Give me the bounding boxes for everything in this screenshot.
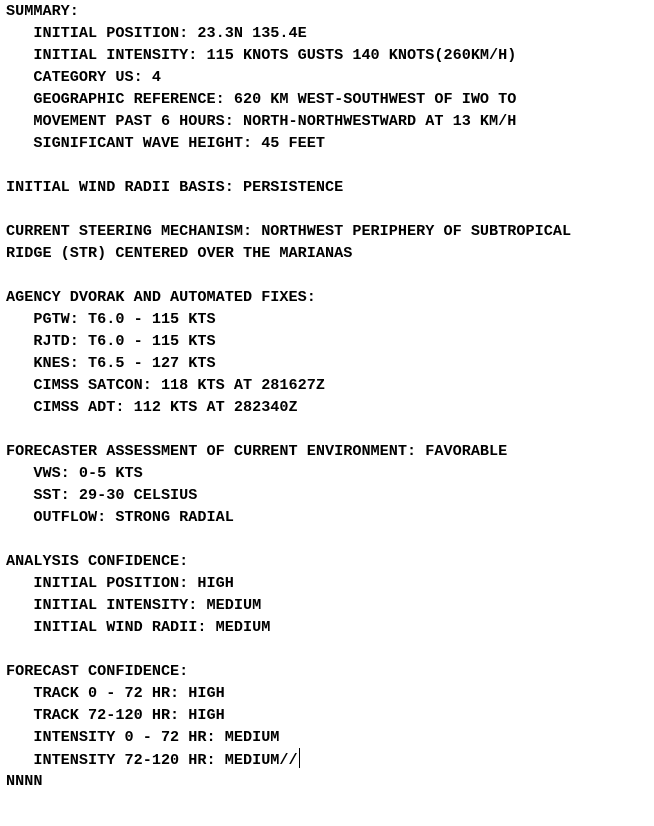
doc-line: INITIAL INTENSITY: 115 KNOTS GUSTS 140 KNOTS(260KM/H) (6, 46, 517, 64)
doc-line: INITIAL WIND RADII BASIS: PERSISTENCE (6, 178, 344, 196)
doc-line-with-caret (6, 748, 571, 770)
doc-line: INITIAL POSITION: HIGH (6, 574, 234, 592)
doc-line: SUMMARY: (6, 2, 79, 20)
doc-line: MOVEMENT PAST 6 HOURS: NORTH-NORTHWESTWARD AT 13 KM/H (6, 112, 517, 130)
doc-line: TRACK 0 - 72 HR: HIGH (6, 684, 225, 702)
doc-line: CATEGORY US: 4 (6, 68, 161, 86)
doc-line: FORECAST CONFIDENCE: (6, 662, 189, 680)
doc-line: INITIAL INTENSITY: MEDIUM (6, 596, 262, 614)
doc-line: NNNN (6, 772, 43, 790)
doc-line: ANALYSIS CONFIDENCE: (6, 552, 189, 570)
doc-line: TRACK 72-120 HR: HIGH (6, 706, 225, 724)
doc-line: INITIAL WIND RADII: MEDIUM (6, 618, 271, 636)
blank-line (6, 638, 571, 660)
doc-line: INTENSITY 0 - 72 HR: MEDIUM (6, 728, 280, 746)
doc-line: SIGNIFICANT WAVE HEIGHT: 45 FEET (6, 134, 325, 152)
doc-line: PGTW: T6.0 - 115 KTS (6, 310, 216, 328)
doc-line: GEOGRAPHIC REFERENCE: 620 KM WEST-SOUTHWEST OF IWO TO (6, 90, 517, 108)
doc-line: CIMSS ADT: 112 KTS AT 282340Z (6, 398, 298, 416)
doc-line: AGENCY DVORAK AND AUTOMATED FIXES: (6, 288, 316, 306)
blank-line (6, 528, 571, 550)
doc-line: CIMSS SATCON: 118 KTS AT 281627Z (6, 376, 325, 394)
doc-line: FORECASTER ASSESSMENT OF CURRENT ENVIRONMENT: FAVORABLE (6, 442, 508, 460)
doc-line: RJTD: T6.0 - 115 KTS (6, 332, 216, 350)
doc-line: RIDGE (STR) CENTERED OVER THE MARIANAS (6, 244, 353, 262)
doc-line: KNES: T6.5 - 127 KTS (6, 354, 216, 372)
doc-line: SST: 29-30 CELSIUS (6, 486, 198, 504)
doc-line: VWS: 0-5 KTS (6, 464, 143, 482)
blank-line (6, 198, 571, 220)
blank-line (6, 154, 571, 176)
doc-line: INITIAL POSITION: 23.3N 135.4E (6, 24, 307, 42)
blank-line (6, 418, 571, 440)
blank-line (6, 264, 571, 286)
text-document[interactable] (6, 0, 571, 792)
text-cursor (299, 748, 300, 768)
doc-line-text: INTENSITY 72-120 HR: MEDIUM// (6, 751, 298, 769)
doc-line: OUTFLOW: STRONG RADIAL (6, 508, 234, 526)
doc-line: CURRENT STEERING MECHANISM: NORTHWEST PERIPHERY OF SUBTROPICAL (6, 222, 572, 240)
